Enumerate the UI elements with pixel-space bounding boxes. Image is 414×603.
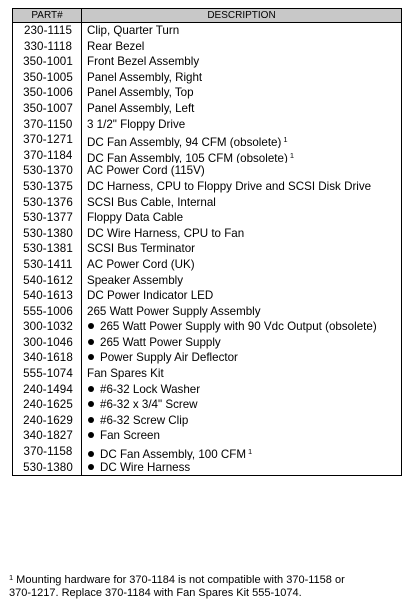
table-row bbox=[13, 335, 401, 351]
header-part-number: PART# bbox=[13, 9, 82, 22]
part-number: 350-1007 bbox=[23, 101, 73, 115]
bullet-icon bbox=[88, 401, 94, 407]
bullet-icon bbox=[88, 417, 94, 423]
part-number: 555-1006 bbox=[23, 304, 73, 318]
description-text: #6-32 Lock Washer bbox=[100, 382, 201, 396]
table-header bbox=[13, 9, 401, 23]
part-number: 530-1380 bbox=[23, 460, 73, 474]
description-text: 3 1/2" Floppy Drive bbox=[87, 117, 186, 131]
description-text: #6-32 x 3/4" Screw bbox=[100, 398, 198, 412]
description-cell bbox=[82, 350, 401, 366]
table-row bbox=[13, 101, 401, 117]
table-row bbox=[13, 132, 401, 148]
table-row bbox=[13, 54, 401, 70]
part-number: 370-1271 bbox=[23, 133, 73, 147]
part-number: 530-1377 bbox=[23, 211, 73, 225]
table-row bbox=[13, 39, 401, 55]
part-number: 530-1411 bbox=[23, 257, 73, 271]
footnote bbox=[9, 571, 409, 600]
description-text: Fan Screen bbox=[100, 429, 160, 443]
part-number: 370-1184 bbox=[23, 148, 73, 162]
description-cell bbox=[82, 210, 401, 226]
table-row bbox=[13, 226, 401, 242]
description-text: DC Wire Harness, CPU to Fan bbox=[87, 226, 245, 240]
table-row bbox=[13, 397, 401, 413]
description-cell bbox=[82, 195, 401, 211]
part-number: 300-1032 bbox=[23, 320, 73, 334]
table-row bbox=[13, 428, 401, 444]
bullet-icon bbox=[88, 451, 94, 457]
table-body bbox=[13, 23, 401, 475]
description-text: Speaker Assembly bbox=[87, 273, 184, 287]
header-description: DESCRIPTION bbox=[207, 10, 276, 21]
part-number: 350-1005 bbox=[23, 70, 73, 84]
description-text: AC Power Cord (115V) bbox=[87, 164, 205, 178]
bullet-icon bbox=[88, 464, 94, 470]
description-cell bbox=[82, 241, 401, 257]
bullet-icon bbox=[88, 386, 94, 392]
description-cell bbox=[82, 444, 401, 460]
description-text: DC Fan Assembly, 105 CFM (obsolete) bbox=[87, 151, 288, 164]
table-row bbox=[13, 366, 401, 382]
table-row bbox=[13, 273, 401, 289]
description-text: Clip, Quarter Turn bbox=[87, 24, 180, 37]
description-cell bbox=[82, 226, 401, 242]
description-text: #6-32 Screw Clip bbox=[100, 413, 189, 427]
table-row bbox=[13, 382, 401, 398]
description-cell bbox=[82, 117, 401, 133]
description-text: DC Fan Assembly, 94 CFM (obsolete) bbox=[87, 136, 282, 148]
footnote-reference: 1 bbox=[289, 150, 294, 160]
description-text: Power Supply Air Deflector bbox=[100, 351, 238, 365]
description-cell bbox=[82, 163, 401, 179]
part-number: 300-1046 bbox=[23, 335, 73, 349]
description-text: DC Fan Assembly, 100 CFM bbox=[100, 448, 247, 460]
table-row bbox=[13, 23, 401, 39]
table-row bbox=[13, 148, 401, 164]
description-cell bbox=[82, 382, 401, 398]
part-number: 350-1001 bbox=[23, 55, 73, 69]
bullet-icon bbox=[88, 339, 94, 345]
part-number: 540-1612 bbox=[23, 273, 73, 287]
description-cell bbox=[82, 335, 401, 351]
description-text: AC Power Cord (UK) bbox=[87, 257, 195, 271]
description-cell bbox=[82, 101, 401, 117]
table-row bbox=[13, 195, 401, 211]
part-number: 530-1376 bbox=[23, 195, 73, 209]
description-text: SCSI Bus Terminator bbox=[87, 242, 196, 256]
description-text: DC Power Indicator LED bbox=[87, 289, 214, 303]
description-text: 265 Watt Power Supply bbox=[100, 335, 221, 349]
table-row bbox=[13, 350, 401, 366]
footnote-line-2: 370-1217. Replace 370-1184 with Fan Spares Kit 555-1074. bbox=[9, 587, 302, 599]
description-cell bbox=[82, 39, 401, 55]
description-cell bbox=[82, 366, 401, 382]
part-number: 330-1118 bbox=[23, 39, 73, 53]
description-text: Panel Assembly, Right bbox=[87, 70, 203, 84]
description-text: Panel Assembly, Left bbox=[87, 101, 195, 115]
bullet-icon bbox=[88, 323, 94, 329]
part-number: 230-1115 bbox=[23, 24, 73, 37]
description-cell bbox=[82, 428, 401, 444]
table-row bbox=[13, 460, 401, 476]
part-number: 240-1625 bbox=[23, 398, 73, 412]
description-cell bbox=[82, 319, 401, 335]
description-cell bbox=[82, 273, 401, 289]
part-number: 240-1494 bbox=[23, 382, 73, 396]
part-number: 370-1150 bbox=[23, 117, 73, 131]
table-row bbox=[13, 179, 401, 195]
description-cell bbox=[82, 257, 401, 273]
table-row bbox=[13, 288, 401, 304]
bullet-icon bbox=[88, 432, 94, 438]
description-cell bbox=[82, 179, 401, 195]
part-number: 530-1381 bbox=[23, 242, 73, 256]
description-cell bbox=[82, 70, 401, 86]
part-number: 340-1618 bbox=[23, 351, 73, 365]
part-number: 530-1380 bbox=[23, 226, 73, 240]
part-number: 350-1006 bbox=[23, 86, 73, 100]
part-number: 370-1158 bbox=[23, 445, 73, 459]
description-cell bbox=[82, 54, 401, 70]
table-row bbox=[13, 117, 401, 133]
part-number: 540-1613 bbox=[23, 289, 73, 303]
description-cell bbox=[82, 397, 401, 413]
description-cell bbox=[82, 413, 401, 429]
description-cell bbox=[82, 132, 401, 148]
table-row bbox=[13, 163, 401, 179]
description-text: DC Wire Harness bbox=[100, 460, 191, 474]
description-cell bbox=[82, 288, 401, 304]
footnote-reference: 1 bbox=[248, 447, 253, 457]
footnote-reference: 1 bbox=[283, 135, 288, 145]
description-cell bbox=[82, 85, 401, 101]
table-row bbox=[13, 304, 401, 320]
description-cell bbox=[82, 23, 401, 39]
table-row bbox=[13, 413, 401, 429]
footnote-line-1: Mounting hardware for 370-1184 is not compatible with 370-1158 or bbox=[16, 574, 345, 586]
description-text: SCSI Bus Cable, Internal bbox=[87, 195, 216, 209]
table-row bbox=[13, 444, 401, 460]
parts-table bbox=[12, 8, 402, 476]
part-number: 240-1629 bbox=[23, 413, 73, 427]
table-row bbox=[13, 70, 401, 86]
description-cell bbox=[82, 304, 401, 320]
description-text: Front Bezel Assembly bbox=[87, 55, 200, 69]
part-number: 530-1375 bbox=[23, 179, 73, 193]
table-row bbox=[13, 257, 401, 273]
table-row bbox=[13, 85, 401, 101]
description-text: Fan Spares Kit bbox=[87, 367, 164, 381]
description-text: DC Harness, CPU to Floppy Drive and SCSI Disk Drive bbox=[87, 179, 372, 193]
description-text: Floppy Data Cable bbox=[87, 211, 184, 225]
description-text: Panel Assembly, Top bbox=[87, 86, 194, 100]
table-row bbox=[13, 241, 401, 257]
table-row bbox=[13, 319, 401, 335]
part-number: 340-1827 bbox=[23, 429, 73, 443]
footnote-marker: 1 bbox=[9, 573, 14, 582]
description-text: Rear Bezel bbox=[87, 39, 145, 53]
description-cell bbox=[82, 460, 401, 476]
bullet-icon bbox=[88, 354, 94, 360]
table-row bbox=[13, 210, 401, 226]
description-cell bbox=[82, 148, 401, 164]
description-text: 265 Watt Power Supply with 90 Vdc Output (obsolete) bbox=[100, 320, 377, 334]
description-text: 265 Watt Power Supply Assembly bbox=[87, 304, 261, 318]
part-number: 530-1370 bbox=[23, 164, 73, 178]
part-number: 555-1074 bbox=[23, 367, 73, 381]
